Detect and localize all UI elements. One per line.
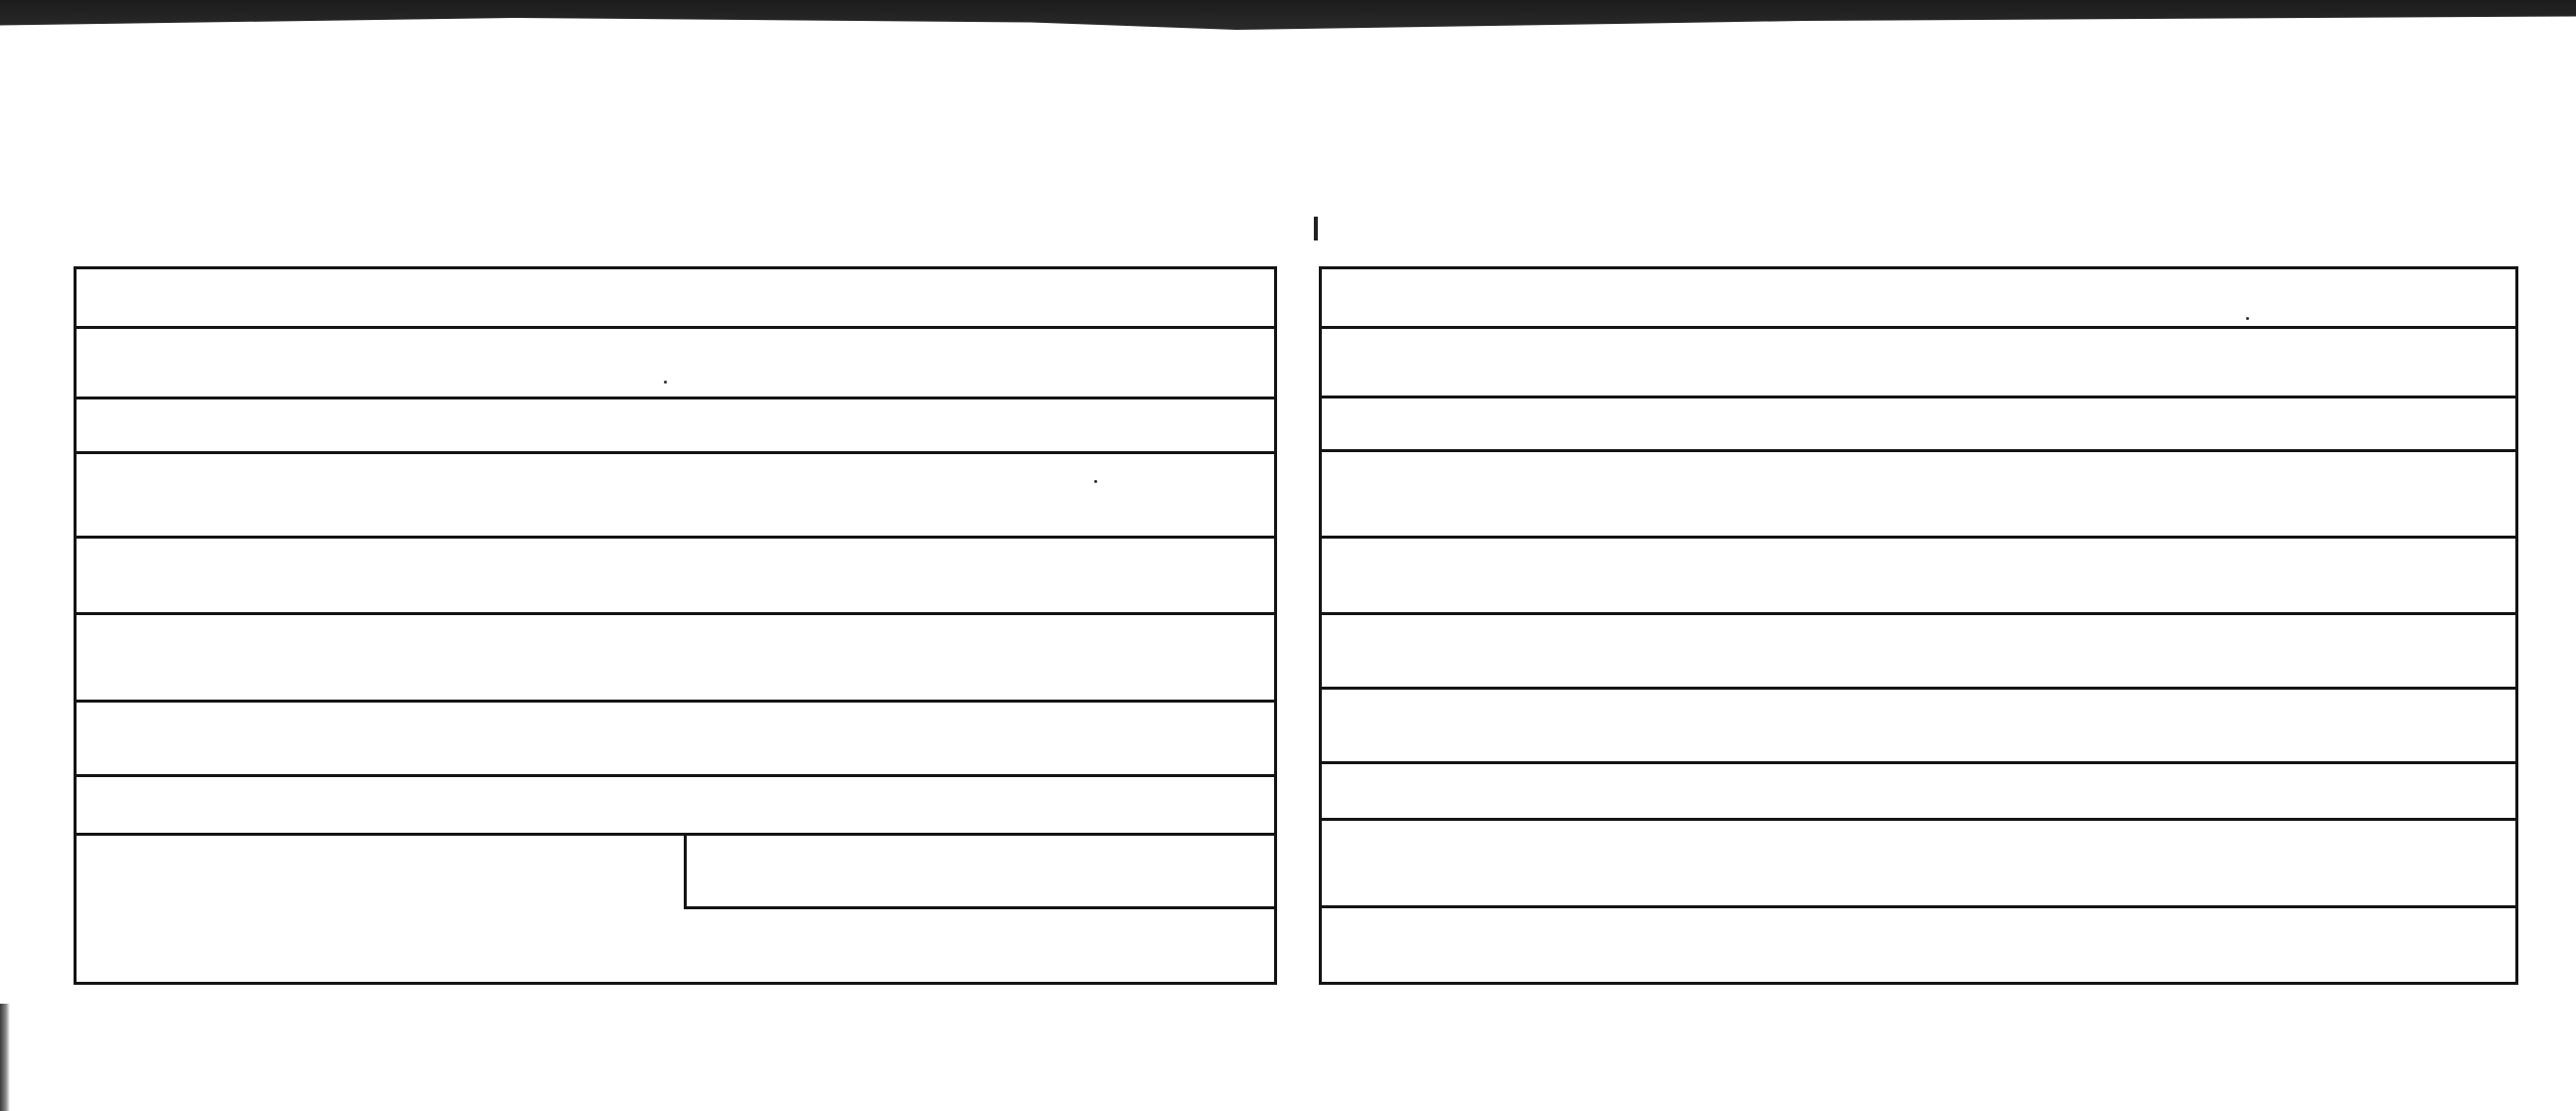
left-form-row-divider	[77, 397, 1274, 399]
scan-speck	[2246, 317, 2249, 320]
left-form-table	[74, 266, 1277, 985]
left-form-row-divider	[77, 536, 1274, 539]
ink-mark	[1314, 217, 1318, 240]
right-form-row-divider	[1322, 326, 2515, 329]
right-form-row-divider	[1322, 536, 2515, 539]
right-form-row-divider	[1322, 761, 2515, 764]
scan-speck	[1094, 480, 1097, 483]
right-form-row-divider	[1322, 905, 2515, 908]
left-form-row-divider	[77, 774, 1274, 777]
right-form-row-divider	[1322, 396, 2515, 398]
scan-left-edge	[0, 1004, 10, 1111]
right-form-row-divider	[1322, 612, 2515, 615]
left-form-row-divider	[77, 451, 1274, 454]
right-form-row-divider	[1322, 687, 2515, 690]
right-form-row-divider	[1322, 818, 2515, 821]
left-form-row-divider	[77, 612, 1274, 615]
right-form-row-divider	[1322, 449, 2515, 452]
scan-speck	[664, 381, 667, 384]
left-form-row-divider	[77, 326, 1274, 329]
left-form-cell-bottom	[684, 906, 1277, 909]
left-form-row-divider	[77, 700, 1274, 703]
right-form-table	[1319, 266, 2518, 985]
left-form-row-divider	[77, 833, 1274, 836]
left-form-cell-divider	[684, 833, 687, 906]
scan-top-edge	[0, 0, 2576, 30]
